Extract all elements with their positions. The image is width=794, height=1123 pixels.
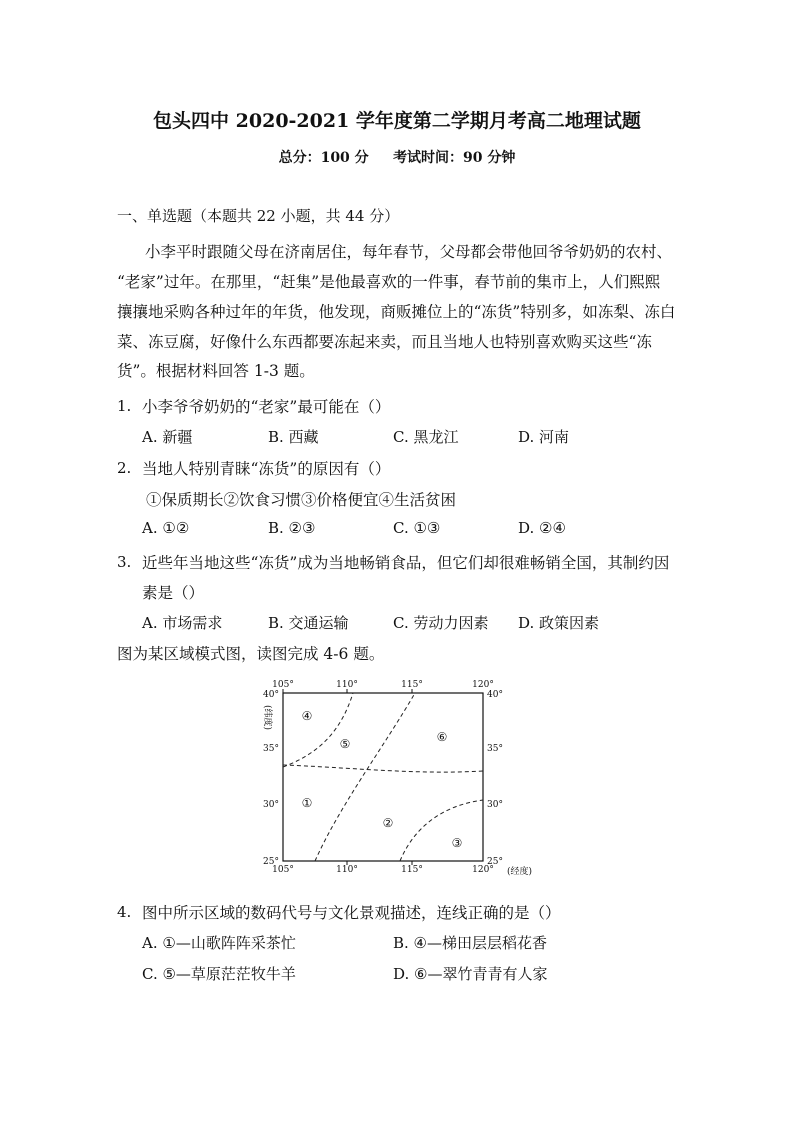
tick-label: 110° xyxy=(336,865,358,875)
passage-line: 小李平时跟随父母在济南居住，每年春节，父母都会带他回爷爷奶奶的农村、 xyxy=(145,243,673,261)
option-b: B. 交通运输 xyxy=(268,614,349,632)
exam-title: 包头四中 2020-2021 学年度第二学期月考高二地理试题 xyxy=(153,110,641,132)
top-ticks xyxy=(272,680,494,693)
boundary-line xyxy=(283,693,353,767)
option-b: B. ④—梯田层层稻花香 xyxy=(393,934,548,952)
tick-label: 25° xyxy=(263,857,279,867)
option-a: A. ①② xyxy=(142,519,190,537)
total-score: 总分：100 分 xyxy=(278,150,369,166)
question-stem: 图中所示区域的数码代号与文化景观描述，连线正确的是（） xyxy=(142,904,561,922)
option-d: D. ②④ xyxy=(518,519,566,537)
exam-meta xyxy=(0,147,794,167)
option-b: B. 西藏 xyxy=(268,428,319,446)
option-c: C. 黑龙江 xyxy=(393,428,459,446)
section-heading: 一、单选题（本题共 22 小题，共 44 分） xyxy=(117,207,400,225)
tick-label: 105° xyxy=(272,865,294,875)
tick-label: 30° xyxy=(263,800,279,810)
region-6-label: ⑥ xyxy=(436,730,448,744)
option-b: B. ②③ xyxy=(268,519,316,537)
option-c: C. 劳动力因素 xyxy=(393,614,489,632)
boundary-line xyxy=(283,765,483,772)
option-c: C. ①③ xyxy=(393,519,441,537)
option-c: C. ⑤—草原茫茫牧牛羊 xyxy=(142,965,296,983)
question-number: 2. xyxy=(117,459,132,477)
tick-label: 35° xyxy=(263,744,279,754)
latitude-label: (纬度) xyxy=(262,705,272,731)
region-5-label: ⑤ xyxy=(339,737,351,751)
left-ticks xyxy=(262,690,279,867)
passage-line: 货”。根据材料回答 1-3 题。 xyxy=(117,362,315,380)
region-map xyxy=(245,675,535,880)
option-a: A. 市场需求 xyxy=(142,614,223,632)
option-d: D. 河南 xyxy=(518,428,570,446)
region-1-label: ① xyxy=(301,796,313,810)
question-stem: 小李爷爷奶奶的“老家”最可能在（） xyxy=(142,398,391,416)
tick-label: 35° xyxy=(487,744,503,754)
option-a: A. 新疆 xyxy=(142,428,193,446)
tick-label: 115° xyxy=(401,680,423,690)
tick-label: 25° xyxy=(487,857,503,867)
question-stem: 当地人特别青睐“冻货”的原因有（） xyxy=(142,460,391,478)
exam-time: 考试时间：90 分钟 xyxy=(393,150,516,166)
tick-label: 120° xyxy=(472,680,494,690)
boundary-line xyxy=(400,800,483,861)
right-ticks xyxy=(487,690,503,867)
tick-label: 30° xyxy=(487,800,503,810)
region-4-label: ④ xyxy=(301,709,313,723)
tick-label: 105° xyxy=(272,680,294,690)
tick-label: 115° xyxy=(401,865,423,875)
question-stem: 素是（） xyxy=(142,584,205,602)
tick-label: 40° xyxy=(263,690,279,700)
region-2-label: ② xyxy=(382,816,394,830)
passage-line: 攘攘地采购各种过年的年货，他发现，商贩摊位上的“冻货”特别多，如冻梨、冻白 xyxy=(117,303,676,321)
question-number: 4. xyxy=(117,903,132,921)
question-statements: ①保质期长②饮食习惯③价格便宜④生活贫困 xyxy=(146,491,457,509)
boundary-line xyxy=(315,693,415,861)
figure-intro: 图为某区域模式图，读图完成 4-6 题。 xyxy=(117,645,385,663)
option-d: D. 政策因素 xyxy=(518,614,600,632)
tick-label: 110° xyxy=(336,680,358,690)
longitude-label: (经度) xyxy=(507,867,533,877)
tick-label: 40° xyxy=(487,690,503,700)
question-number: 3. xyxy=(117,553,132,571)
option-d: D. ⑥—翠竹青青有人家 xyxy=(393,965,548,983)
passage-line: “老家”过年。在那里，“赶集”是他最喜欢的一件事，春节前的集市上，人们熙熙 xyxy=(117,273,661,291)
passage-line: 菜、冻豆腐，好像什么东西都要冻起来卖，而且当地人也特别喜欢购买这些“冻 xyxy=(117,333,652,351)
question-stem: 近些年当地这些“冻货”成为当地畅销食品，但它们却很难畅销全国，其制约因 xyxy=(142,554,670,572)
option-a: A. ①—山歌阵阵采茶忙 xyxy=(142,934,296,952)
question-number: 1. xyxy=(117,397,132,415)
region-3-label: ③ xyxy=(451,836,463,850)
tick-label: 120° xyxy=(472,865,494,875)
